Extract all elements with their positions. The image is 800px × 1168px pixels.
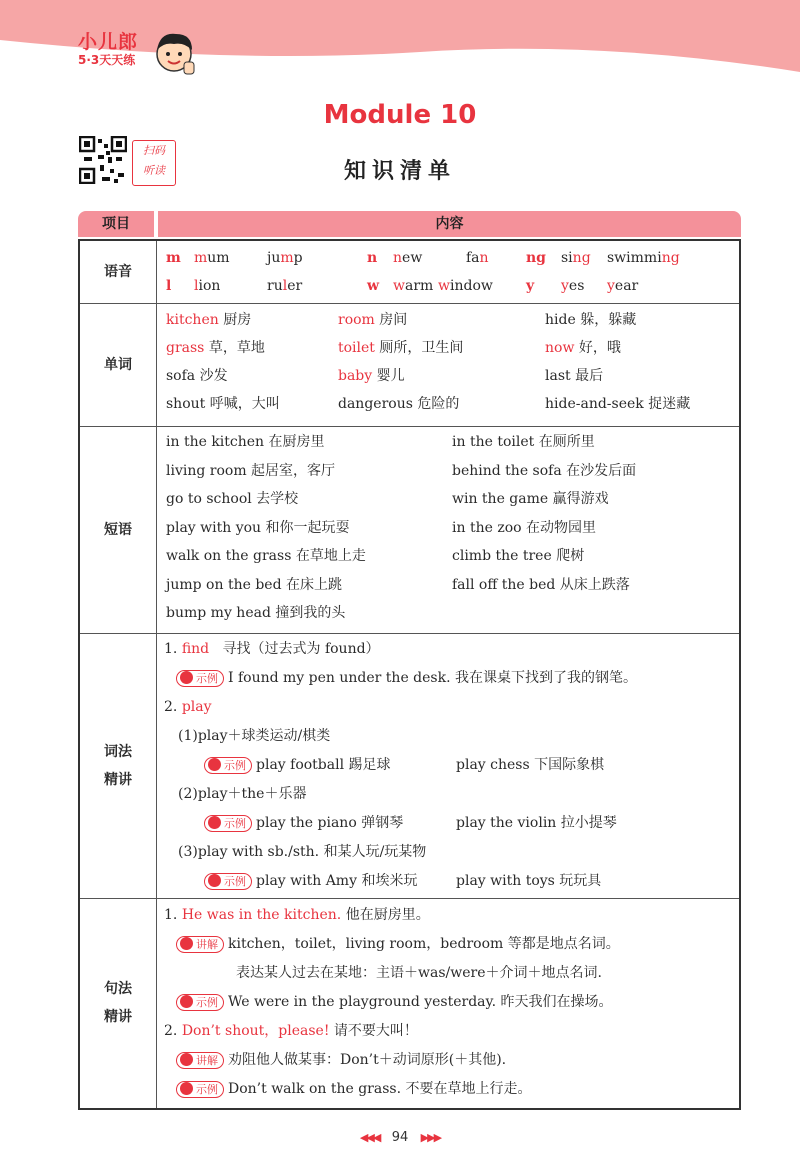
row-label-vocab: 词法 精讲: [80, 633, 157, 898]
word-item: sofa 沙发: [166, 368, 228, 384]
vocab-sub-2-example: 示例 play the piano 弹钢琴: [204, 813, 403, 833]
row-phonics: [80, 241, 739, 304]
phrase-item: behind the sofa 在沙发后面: [452, 462, 637, 479]
sentence-explain-1b: 表达某人过去在某地：主语＋was/were＋介词＋地点名词.: [236, 965, 602, 981]
phrase-item: walk on the grass 在草地上走: [166, 548, 366, 564]
word-item: hide-and-seek 捉迷藏: [545, 396, 691, 412]
example-tag: 示例: [176, 670, 224, 687]
vocab-sub-3-example: 示例 play with Amy 和埃米玩: [204, 871, 417, 891]
phonics-letter: m: [166, 250, 181, 266]
phonics-word: sing: [561, 250, 591, 266]
brand-series: 5·3天天练: [78, 53, 136, 67]
phonics-word: year: [607, 278, 639, 294]
phrase-item: living room 起居室，客厅: [166, 462, 336, 479]
phonics-letter: w: [367, 278, 380, 294]
knowledge-table: [78, 239, 741, 1110]
brand-name: 小儿郎: [78, 31, 139, 53]
phrase-item: bump my head 撞到我的头: [166, 605, 346, 621]
phonics-word: warm: [393, 278, 434, 294]
phonics-letter: l: [166, 278, 172, 294]
row-sentence-notes: [80, 898, 739, 1108]
vocab-sub-2: (2)play＋the＋乐器: [178, 786, 307, 802]
left-arrows-icon: ◀◀◀: [359, 1131, 380, 1144]
row-label-phonics: 语音: [80, 241, 157, 303]
phonics-word: lion: [194, 278, 221, 294]
header-content: 内容: [158, 211, 741, 237]
row-label-phrases: 短语: [80, 426, 157, 633]
sentence-example-1: 示例 We were in the playground yesterday. 昨天我们在操场。: [176, 992, 612, 1012]
sentence-explain-1: 讲解 kitchen，toilet，living room，bedroom 等都是地点名词。: [176, 934, 620, 954]
phrase-item: fall off the bed 从床上跌落: [452, 576, 630, 593]
sentence-example-2: 示例 Don’t walk on the grass. 不要在草地上行走。: [176, 1079, 531, 1099]
vocab-item-2: 2. play: [164, 699, 212, 715]
word-item: kitchen 厨房: [166, 312, 252, 328]
phonics-word: window: [438, 278, 493, 294]
sentence-item-1: 1. He was in the kitchen. 他在厨房里。: [164, 907, 430, 923]
phonics-word: mum: [194, 250, 230, 266]
word-item: dangerous 危险的: [338, 396, 460, 412]
vocab-sub-1-example: 示例 play football 踢足球: [204, 755, 391, 775]
phonics-word: jump: [267, 250, 303, 266]
row-label-words: 单词: [80, 303, 157, 426]
phrase-item: win the game 赢得游戏: [452, 491, 609, 507]
phrase-item: in the kitchen 在厨房里: [166, 434, 325, 450]
vocab-sub-3-example-b: play with toys 玩玩具: [456, 873, 602, 889]
phonics-letter: y: [526, 278, 535, 294]
vocab-example-1: 示例 I found my pen under the desk. 我在课桌下找到了我的钢笔。: [176, 668, 637, 688]
sentence-explain-2: 讲解 劝阻他人做某事：Don’t＋动词原形(＋其他).: [176, 1050, 506, 1070]
scan-line-1: 扫码: [143, 144, 165, 157]
phonics-word: ruler: [267, 278, 303, 294]
word-item: room 房间: [338, 312, 408, 328]
phonics-letter: n: [367, 250, 378, 266]
word-item: baby 婴儿: [338, 368, 405, 384]
vocab-sub-2-example-b: play the violin 拉小提琴: [456, 815, 617, 831]
scan-line-2: 听读: [143, 164, 165, 177]
module-title: Module 10: [323, 100, 477, 130]
vocab-sub-1-example-b: play chess 下国际象棋: [456, 757, 605, 773]
page-footer: [0, 1130, 800, 1145]
phonics-word: new: [393, 250, 423, 266]
row-vocab-notes: [80, 633, 739, 899]
phonics-word: swimming: [607, 250, 680, 266]
page-number: 94: [391, 1130, 409, 1145]
header-item: 项目: [78, 211, 154, 237]
phrase-item: climb the tree 爬树: [452, 548, 585, 564]
vocab-sub-3: (3)play with sb./sth. 和某人玩/玩某物: [178, 844, 427, 860]
word-item: last 最后: [545, 368, 604, 384]
phonics-word: fan: [466, 250, 489, 266]
word-item: hide 躲，躲藏: [545, 312, 637, 328]
phrase-item: go to school 去学校: [166, 491, 299, 507]
word-item: now 好，哦: [545, 340, 621, 356]
vocab-item-1: 1. find 寻找（过去式为 found）: [164, 641, 380, 657]
brand-logo: [78, 32, 138, 68]
row-label-sentence: 句法 精讲: [80, 898, 157, 1108]
vocab-sub-1: (1)play＋球类运动/棋类: [178, 728, 331, 744]
mascot-icon: [150, 28, 200, 80]
phrase-item: jump on the bed 在床上跳: [166, 576, 342, 593]
explain-tag: 讲解: [176, 936, 224, 953]
row-phrases: [80, 426, 739, 634]
section-title: 知识清单: [343, 159, 456, 184]
word-item: toilet 厕所，卫生间: [338, 340, 464, 356]
phonics-word: yes: [561, 278, 585, 294]
phrase-item: in the toilet 在厕所里: [452, 434, 595, 450]
right-arrows-icon: ▶▶▶: [420, 1131, 441, 1144]
phonics-letter: ng: [526, 250, 546, 266]
sentence-item-2: 2. Don’t shout，please! 请不要大叫！: [164, 1023, 418, 1039]
word-item: grass 草，草地: [166, 340, 265, 356]
phrase-item: in the zoo 在动物园里: [452, 519, 597, 536]
row-words: [80, 303, 739, 427]
phrase-item: play with you 和你一起玩耍: [166, 519, 350, 536]
word-item: shout 呼喊，大叫: [166, 396, 280, 412]
